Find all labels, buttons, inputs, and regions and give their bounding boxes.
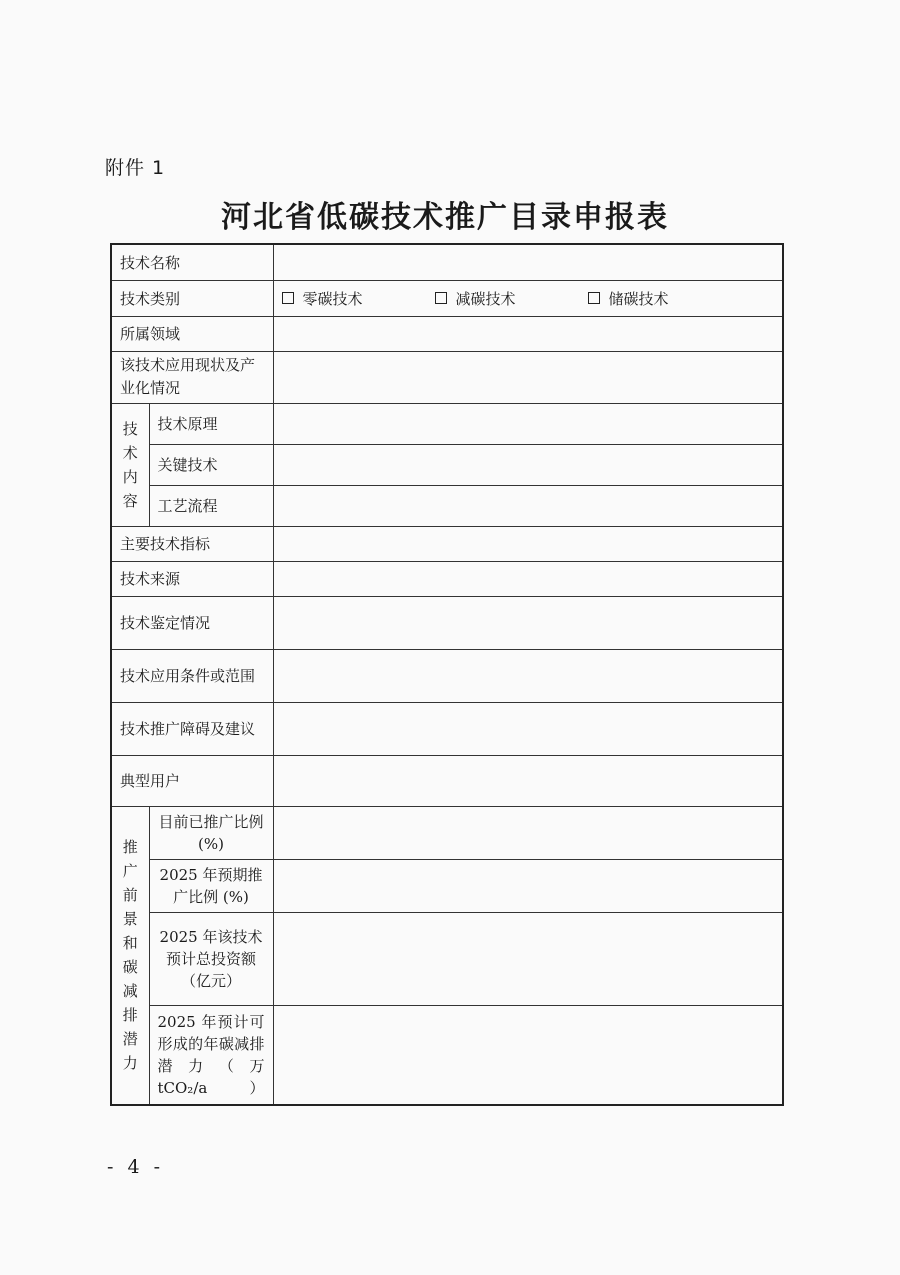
category-option-label: 零碳技术 <box>302 289 363 308</box>
appraisal-label: 技术鉴定情况 <box>111 596 273 649</box>
vertical-char: 和 <box>122 934 138 953</box>
principle-field[interactable] <box>273 403 783 444</box>
typical-users-field[interactable] <box>273 755 783 806</box>
vertical-char: 术 <box>122 443 138 462</box>
vertical-char: 技 <box>122 419 138 438</box>
current-ratio-label: 目前已推广比例(%) <box>149 806 273 859</box>
status-field[interactable] <box>273 351 783 403</box>
key-tech-field[interactable] <box>273 444 783 485</box>
field-label: 所属领域 <box>111 316 273 351</box>
vertical-char: 广 <box>122 862 138 881</box>
checkbox-icon[interactable] <box>282 292 294 304</box>
appraisal-field[interactable] <box>273 596 783 649</box>
checkbox-icon[interactable] <box>435 292 447 304</box>
tech-content-group-label <box>111 403 149 526</box>
attachment-label: 附件 1 <box>105 157 166 179</box>
application-form-table <box>110 243 784 1106</box>
category-option-zero-carbon[interactable] <box>282 288 435 309</box>
vertical-char: 力 <box>122 1054 138 1073</box>
key-tech-label: 关键技术 <box>149 444 273 485</box>
principle-label: 技术原理 <box>149 403 273 444</box>
reduction-2025-label: 2025 年预计可形成的年碳减排潜力（万tCO₂/a） <box>149 1005 273 1105</box>
vertical-char: 潜 <box>122 1030 138 1049</box>
barriers-label: 技术推广障碍及建议 <box>111 702 273 755</box>
category-option-label: 减碳技术 <box>455 289 516 308</box>
ratio-2025-label: 2025 年预期推广比例 (%) <box>149 859 273 912</box>
conditions-field[interactable] <box>273 649 783 702</box>
source-field[interactable] <box>273 561 783 596</box>
investment-2025-field[interactable] <box>273 912 783 1005</box>
process-field[interactable] <box>273 485 783 526</box>
category-option-carbon-storage[interactable] <box>588 288 741 309</box>
vertical-char: 排 <box>122 1006 138 1025</box>
prospect-group-label <box>111 806 149 1105</box>
process-label: 工艺流程 <box>149 485 273 526</box>
category-option-carbon-reduction[interactable] <box>435 288 588 309</box>
ratio-2025-field[interactable] <box>273 859 783 912</box>
vertical-char: 容 <box>122 491 138 510</box>
current-ratio-field[interactable] <box>273 806 783 859</box>
vertical-char: 减 <box>122 982 138 1001</box>
vertical-char: 碳 <box>122 958 138 977</box>
form-title: 河北省低碳技术推广目录申报表 <box>221 200 669 235</box>
source-label: 技术来源 <box>111 561 273 596</box>
tech-category-field <box>273 280 783 316</box>
barriers-field[interactable] <box>273 702 783 755</box>
conditions-label: 技术应用条件或范围 <box>111 649 273 702</box>
typical-users-label: 典型用户 <box>111 755 273 806</box>
page-number: - 4 - <box>107 1156 165 1178</box>
investment-2025-label: 2025 年该技术预计总投资额（亿元） <box>149 912 273 1005</box>
reduction-2025-field[interactable] <box>273 1005 783 1105</box>
status-label: 该技术应用现状及产业化情况 <box>111 351 273 403</box>
category-option-label: 储碳技术 <box>608 289 669 308</box>
main-indicators-label: 主要技术指标 <box>111 526 273 561</box>
tech-name-field[interactable] <box>273 244 783 280</box>
field-field[interactable] <box>273 316 783 351</box>
vertical-char: 内 <box>122 467 138 486</box>
vertical-char: 推 <box>122 838 138 857</box>
tech-category-label: 技术类别 <box>111 280 273 316</box>
vertical-char: 前 <box>122 886 138 905</box>
main-indicators-field[interactable] <box>273 526 783 561</box>
checkbox-icon[interactable] <box>588 292 600 304</box>
tech-name-label: 技术名称 <box>111 244 273 280</box>
vertical-char: 景 <box>122 910 138 929</box>
